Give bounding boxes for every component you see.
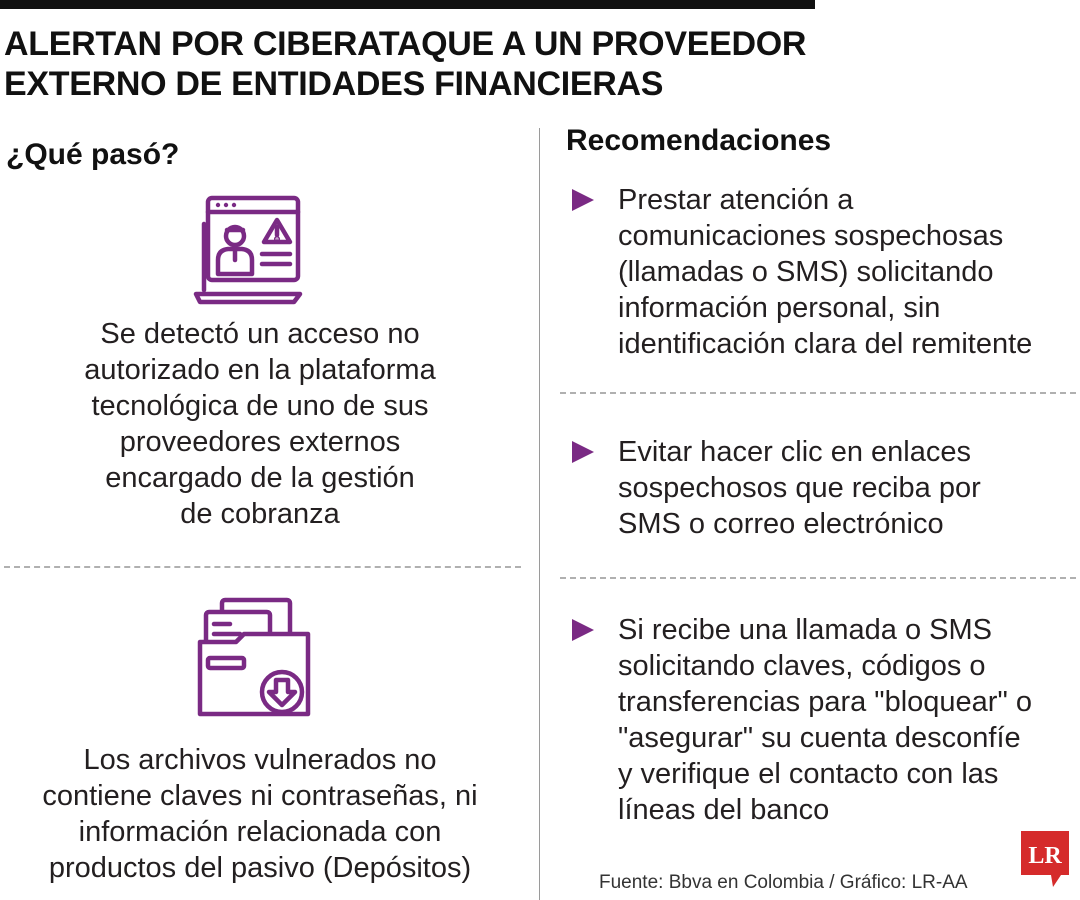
rec2-line: sospechosos que reciba por (618, 472, 981, 504)
recommendation-text (618, 182, 1080, 362)
rec1-line: (llamadas o SMS) solicitando (618, 256, 994, 288)
rec3-line: y verifique el contacto con las (618, 758, 999, 790)
svg-text:LR: LR (1028, 843, 1062, 869)
rec1-line: información personal, sin (618, 292, 941, 324)
recommendation-text (618, 434, 1080, 542)
triangle-bullet-icon (572, 619, 594, 641)
right-divider-2 (560, 577, 1076, 579)
triangle-bullet-icon (572, 441, 594, 463)
item2-line: información relacionada con (78, 816, 442, 848)
left-divider (4, 566, 521, 568)
item1-line: de cobranza (180, 498, 340, 530)
top-bar (0, 0, 815, 9)
column-divider (539, 128, 540, 900)
recommendation-text (618, 612, 1080, 828)
item1-line: Se detectó un acceso no (100, 318, 420, 350)
rec3-line: solicitando claves, códigos o (618, 650, 986, 682)
lr-logo (1021, 831, 1069, 887)
headline-line-1: ALERTAN POR CIBERATAQUE A UN PROVEEDOR (4, 25, 807, 63)
headline-line-2: EXTERNO DE ENTIDADES FINANCIERAS (4, 65, 664, 103)
que-paso-item-2 (10, 742, 510, 886)
rec3-line: transferencias para "bloquear" o (618, 686, 1032, 718)
rec2-line: Evitar hacer clic en enlaces (618, 436, 971, 468)
rec1-line: Prestar atención a (618, 184, 854, 216)
item1-line: proveedores externos (119, 426, 401, 458)
computer-user-warning-icon (190, 194, 306, 306)
item2-line: contiene claves ni contraseñas, ni (42, 780, 478, 812)
item1-line: autorizado en la plataforma (84, 354, 436, 386)
item1-line: tecnológica de uno de sus (91, 390, 429, 422)
source-credit: Fuente: Bbva en Colombia / Gráfico: LR-AA (599, 872, 968, 893)
headline (4, 24, 1074, 104)
right-divider-1 (560, 392, 1076, 394)
triangle-bullet-icon (572, 189, 594, 211)
que-paso-item-1 (40, 316, 480, 532)
rec3-line: Si recibe una llamada o SMS (618, 614, 992, 646)
item2-line: Los archivos vulnerados no (83, 744, 437, 776)
rec2-line: SMS o correo electrónico (618, 508, 944, 540)
rec1-line: comunicaciones sospechosas (618, 220, 1004, 252)
rec3-line: líneas del banco (618, 794, 830, 826)
rec3-line: "asegurar" su cuenta desconfíe (618, 722, 1021, 754)
folder-download-icon (196, 596, 312, 722)
rec1-line: identificación clara del remitente (618, 328, 1033, 360)
item1-line: encargado de la gestión (105, 462, 415, 494)
section-title-recomendaciones: Recomendaciones (566, 124, 832, 157)
item2-line: productos del pasivo (Depósitos) (48, 852, 472, 884)
section-title-que-paso: ¿Qué pasó? (6, 138, 180, 171)
